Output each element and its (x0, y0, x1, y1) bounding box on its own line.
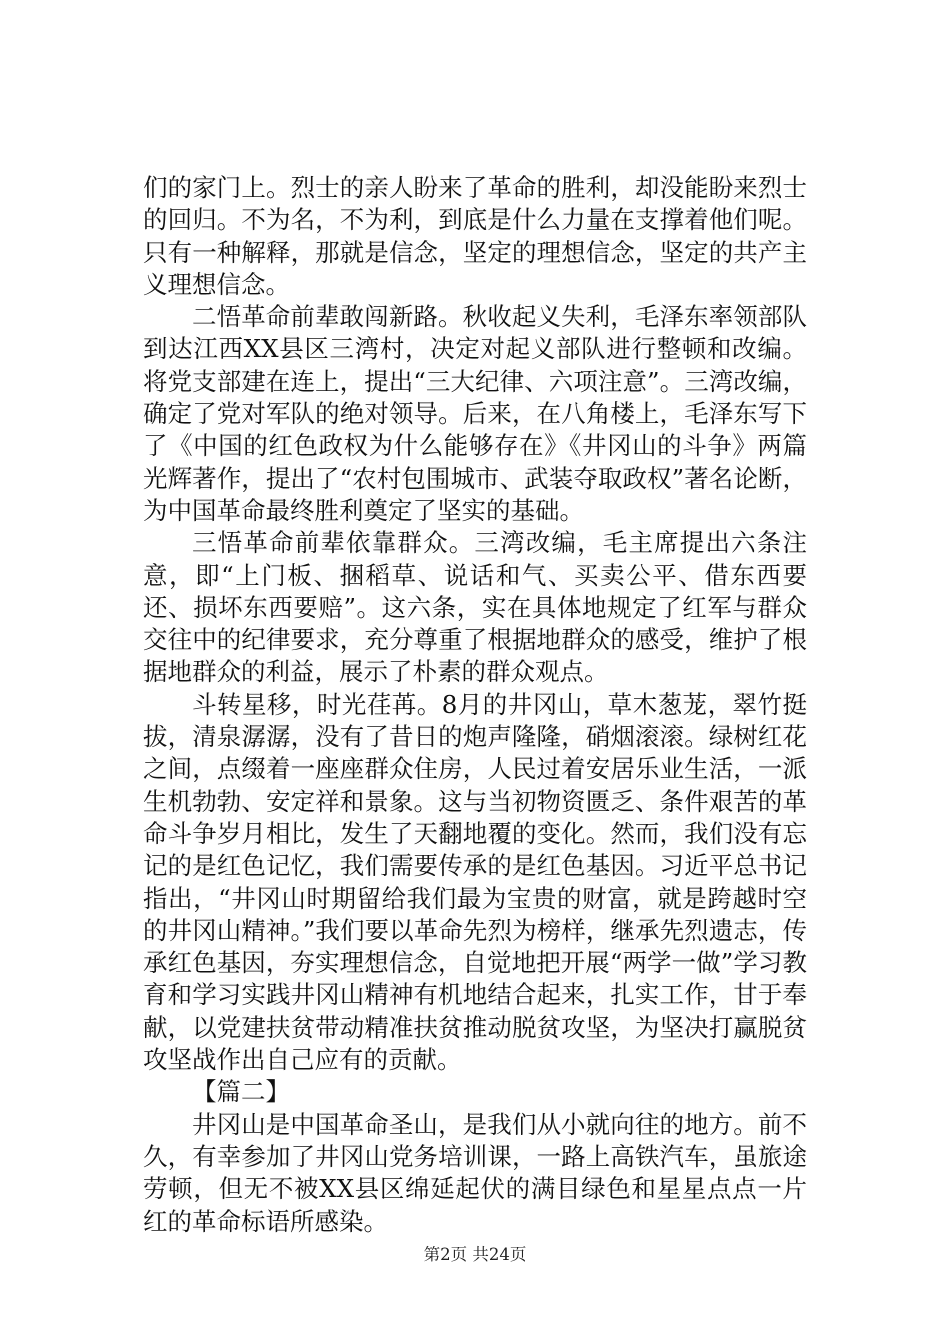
paragraph-section-two-intro: 井冈山是中国革命圣山，是我们从小就向往的地方。前不久，有幸参加了井冈山党务培训课，一路上高铁汽车，虽旅途劳顿，但无不被XX县区绵延起伏的满目绿色和星星点点一片红的革命标语所感染。 (143, 1109, 807, 1236)
paragraph-second-insight: 二悟革命前辈敢闯新路。秋收起义失利，毛泽东率领部队到达江西XX县区三湾村，决定对起义部队进行整顿和改编。将党支部建在连上，提出“三大纪律、六项注意”。三湾改编，确定了党对军队的绝对领导。后来，在八角楼上，毛泽东写下了《中国的红色政权为什么能够存在》《井冈山的斗争》两篇光辉著作，提出了“农村包围城市、武装夺取政权”著名论断，为中国革命最终胜利奠定了坚实的基础。 (143, 302, 807, 525)
paragraph-continued: 们的家门上。烈士的亲人盼来了革命的胜利，却没能盼来烈士的回归。不为名，不为利，到底是什么力量在支撑着他们呢。只有一种解释，那就是信念，坚定的理想信念，坚定的共产主义理想信念。 (143, 173, 807, 299)
paragraph-third-insight: 三悟革命前辈依靠群众。三湾改编，毛主席提出六条注意，即“上门板、捆稻草、说话和气、买卖公平、借东西要还、损坏东西要赔”。这六条，实在具体地规定了红军与群众交往中的纪律要求，充分尊重了根据地群众的感受，维护了根据地群众的利益，展示了朴素的群众观点。 (143, 528, 807, 687)
section-heading: 【篇二】 (192, 1077, 290, 1107)
page-number-footer: 第2页 共24页 (423, 1245, 527, 1264)
document-body (143, 172, 807, 1238)
paragraph-closing: 斗转星移，时光荏苒。8月的井冈山，草木葱茏，翠竹挺拔，清泉潺潺，没有了昔日的炮声隆隆，硝烟滚滚。绿树红花之间，点缀着一座座群众住房，人民过着安居乐业生活，一派生机勃勃、安定祥和景象。这与当初物资匮乏、条件艰苦的革命斗争岁月相比，发生了天翻地覆的变化。然而，我们没有忘记的是红色记忆，我们需要传承的是红色基因。习近平总书记指出，“井冈山时期留给我们最为宝贵的财富，就是跨越时空的井冈山精神。”我们要以革命先烈为榜样，继承先烈遗志，传承红色基因，夯实理想信念，自觉地把开展“两学一做”学习教育和学习实践井冈山精神有机地结合起来，扎实工作，甘于奉献，以党建扶贫带动精准扶贫推动脱贫攻坚，为坚决打赢脱贫攻坚战作出自己应有的贡献。 (143, 689, 807, 1075)
